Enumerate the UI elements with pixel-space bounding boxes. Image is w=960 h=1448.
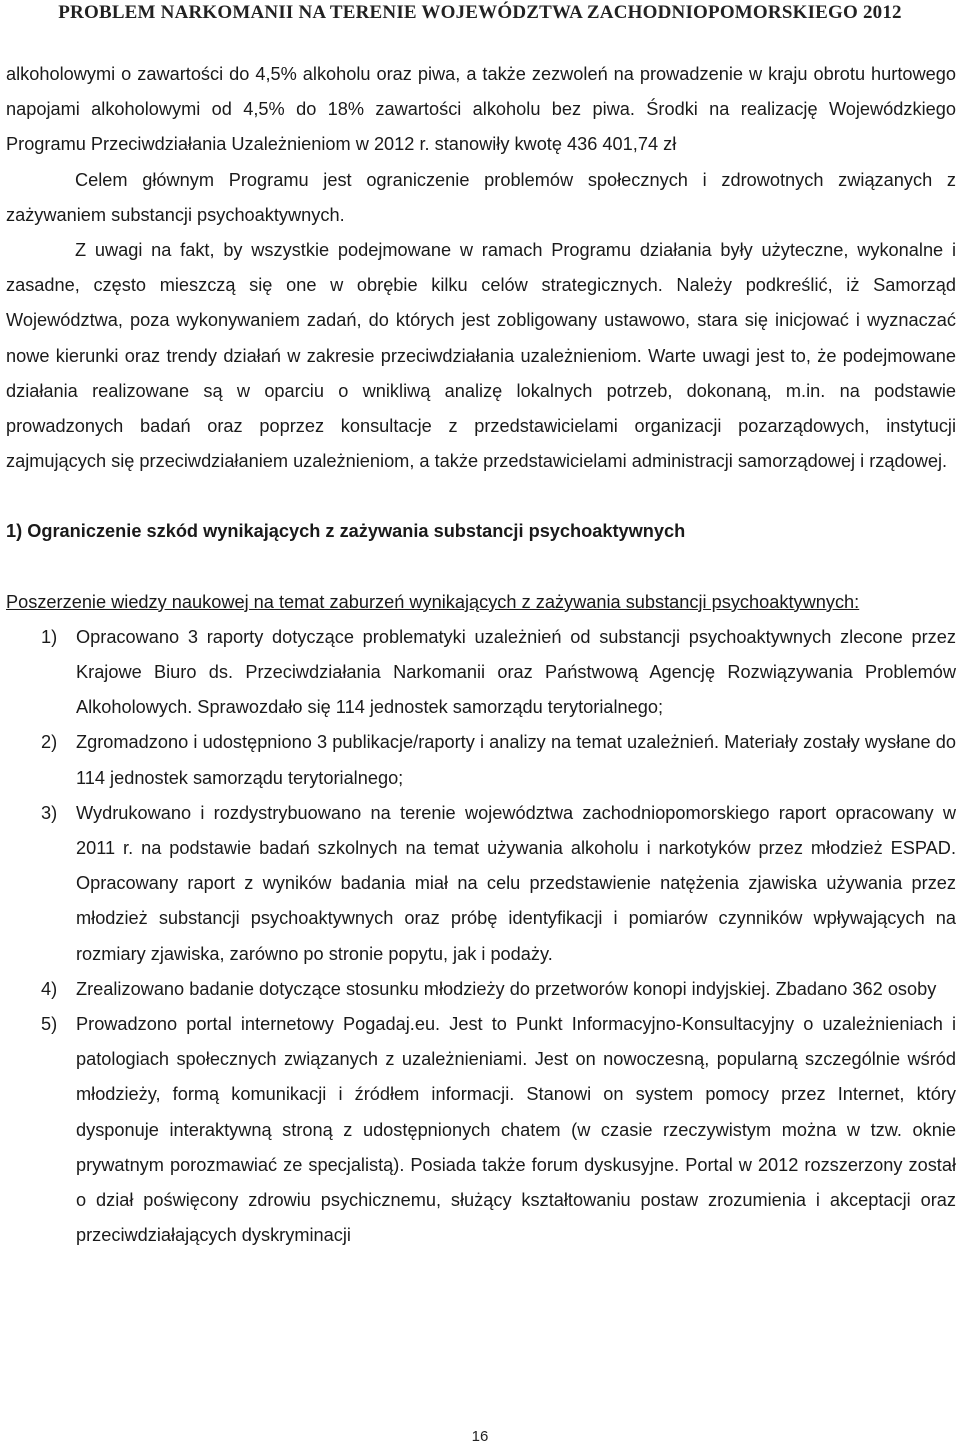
list-item <box>6 620 956 726</box>
list-item <box>6 725 956 795</box>
section-heading: 1) Ograniczenie szkód wynikających z zażywania substancji psychoaktywnych <box>6 521 686 542</box>
list-item-number: 5) <box>41 1014 58 1035</box>
list-item-text: Prowadzono portal internetowy Pogadaj.eu. Jest to Punkt Informacyjno-Konsultacyjny o uzależnieniach i patologiach społecznych związanych z uzależnieniami. Jest on nowoczesną, popularną szczególnie wśród młodzieży, formą komunikacji i źródłem informacji. Stanowi on system pomocy przez Internet, który dysponuje interaktywną stroną z udostępnionych chatem (w czasie rzeczywistym można w tzw. oknie prywatnym porozmawiać ze specjalistą). Posiada także forum dyskusyjne. Portal w 2012 rozszerzony został o dział poświęcony zdrowiu psychicznemu, służący kształtowaniu postaw zrozumienia i akceptacji oraz przeciwdziałających dyskryminacji <box>76 1014 956 1246</box>
paragraph-continuation: alkoholowymi o zawartości do 4,5% alkoholu oraz piwa, a także zezwoleń na prowadzenie w kraju obrotu hurtowego napojami alkoholowymi od 4,5% do 18% zawartości alkoholu bez piwa. Środki na realizację Wojewódzkiego Programu Przeciwdziałania Uzależnieniom w 2012 r. stanowiły kwotę 436 401,74 zł <box>6 64 956 155</box>
list-item-text: Opracowano 3 raporty dotyczące problematyki uzależnień od substancji psychoaktywnych zlecone przez Krajowe Biuro ds. Przeciwdziałania Narkomanii oraz Państwową Agencję Rozwiązywania Problemów Alkoholowych. Sprawozdało się 114 jednostek samorządu terytorialnego; <box>76 626 956 718</box>
list-item-number: 4) <box>41 978 58 999</box>
list-item <box>6 972 956 1007</box>
list-item-number: 2) <box>41 732 58 753</box>
list-item-text: Wydrukowano i rozdystrybuowano na terenie województwa zachodniopomorskiego raport opracowany w 2011 r. na podstawie badań szkolnych na temat używania alkoholu i narkotyków przez młodzież ESPAD. Opracowany raport z wyników badania miał na celu przedstawienie natężenia zjawiska używania przez młodzież substancji psychoaktywnych oraz próbę identyfikacji i pomiarów czynników wpływających na rozmiary zjawiska, zarówno po stronie popytu, jak i podaży. <box>76 802 956 964</box>
running-header: PROBLEM NARKOMANII NA TERENIE WOJEWÓDZTWA ZACHODNIOPOMORSKIEGO 2012 <box>58 2 902 23</box>
page-number: 16 <box>471 1428 489 1445</box>
paragraph-program-activities: Z uwagi na fakt, by wszystkie podejmowane w ramach Programu działania były użyteczne, wykonalne i zasadne, często mieszczą się one w obrębie kilku celów strategicznych. Należy podkreślić, iż Samorząd Województwa, poza wykonywaniem zadań, do których jest zobligowany ustawowo, stara się inicjować i wyznaczać nowe kierunki oraz trendy działań w zakresie przeciwdziałania uzależnieniom. Warte uwagi jest to, że podejmowane działania realizowane są w oparciu o wnikliwą analizę lokalnych potrzeb, dokonaną, m.in. na podstawie prowadzonych badań oraz poprzez konsultacje z przedstawicielami organizacji pozarządowych, instytucji zajmujących się przeciwdziałaniem uzależnieniom, a także przedstawicielami administracji samorządowej i rządowej. <box>6 240 956 472</box>
list-item <box>6 1007 956 1253</box>
list-item-number: 3) <box>41 802 58 823</box>
activities-list <box>6 620 956 1254</box>
list-item <box>6 796 956 972</box>
paragraph-main-goal: Celem głównym Programu jest ograniczenie problemów społecznych i zdrowotnych związanych z zażywaniem substancji psychoaktywnych. <box>6 169 956 225</box>
list-item-number: 1) <box>41 626 58 647</box>
subsection-heading: Poszerzenie wiedzy naukowej na temat zaburzeń wynikających z zażywania substancji psychoaktywnych: <box>6 591 860 612</box>
list-item-text: Zgromadzono i udostępniono 3 publikacje/raporty i analizy na temat uzależnień. Materiały zostały wysłane do 114 jednostek samorządu terytorialnego; <box>76 732 956 788</box>
list-item-text: Zrealizowano badanie dotyczące stosunku młodzieży do przetworów konopi indyjskiej. Zbadano 362 osoby <box>76 978 937 999</box>
document-body <box>6 57 956 1254</box>
